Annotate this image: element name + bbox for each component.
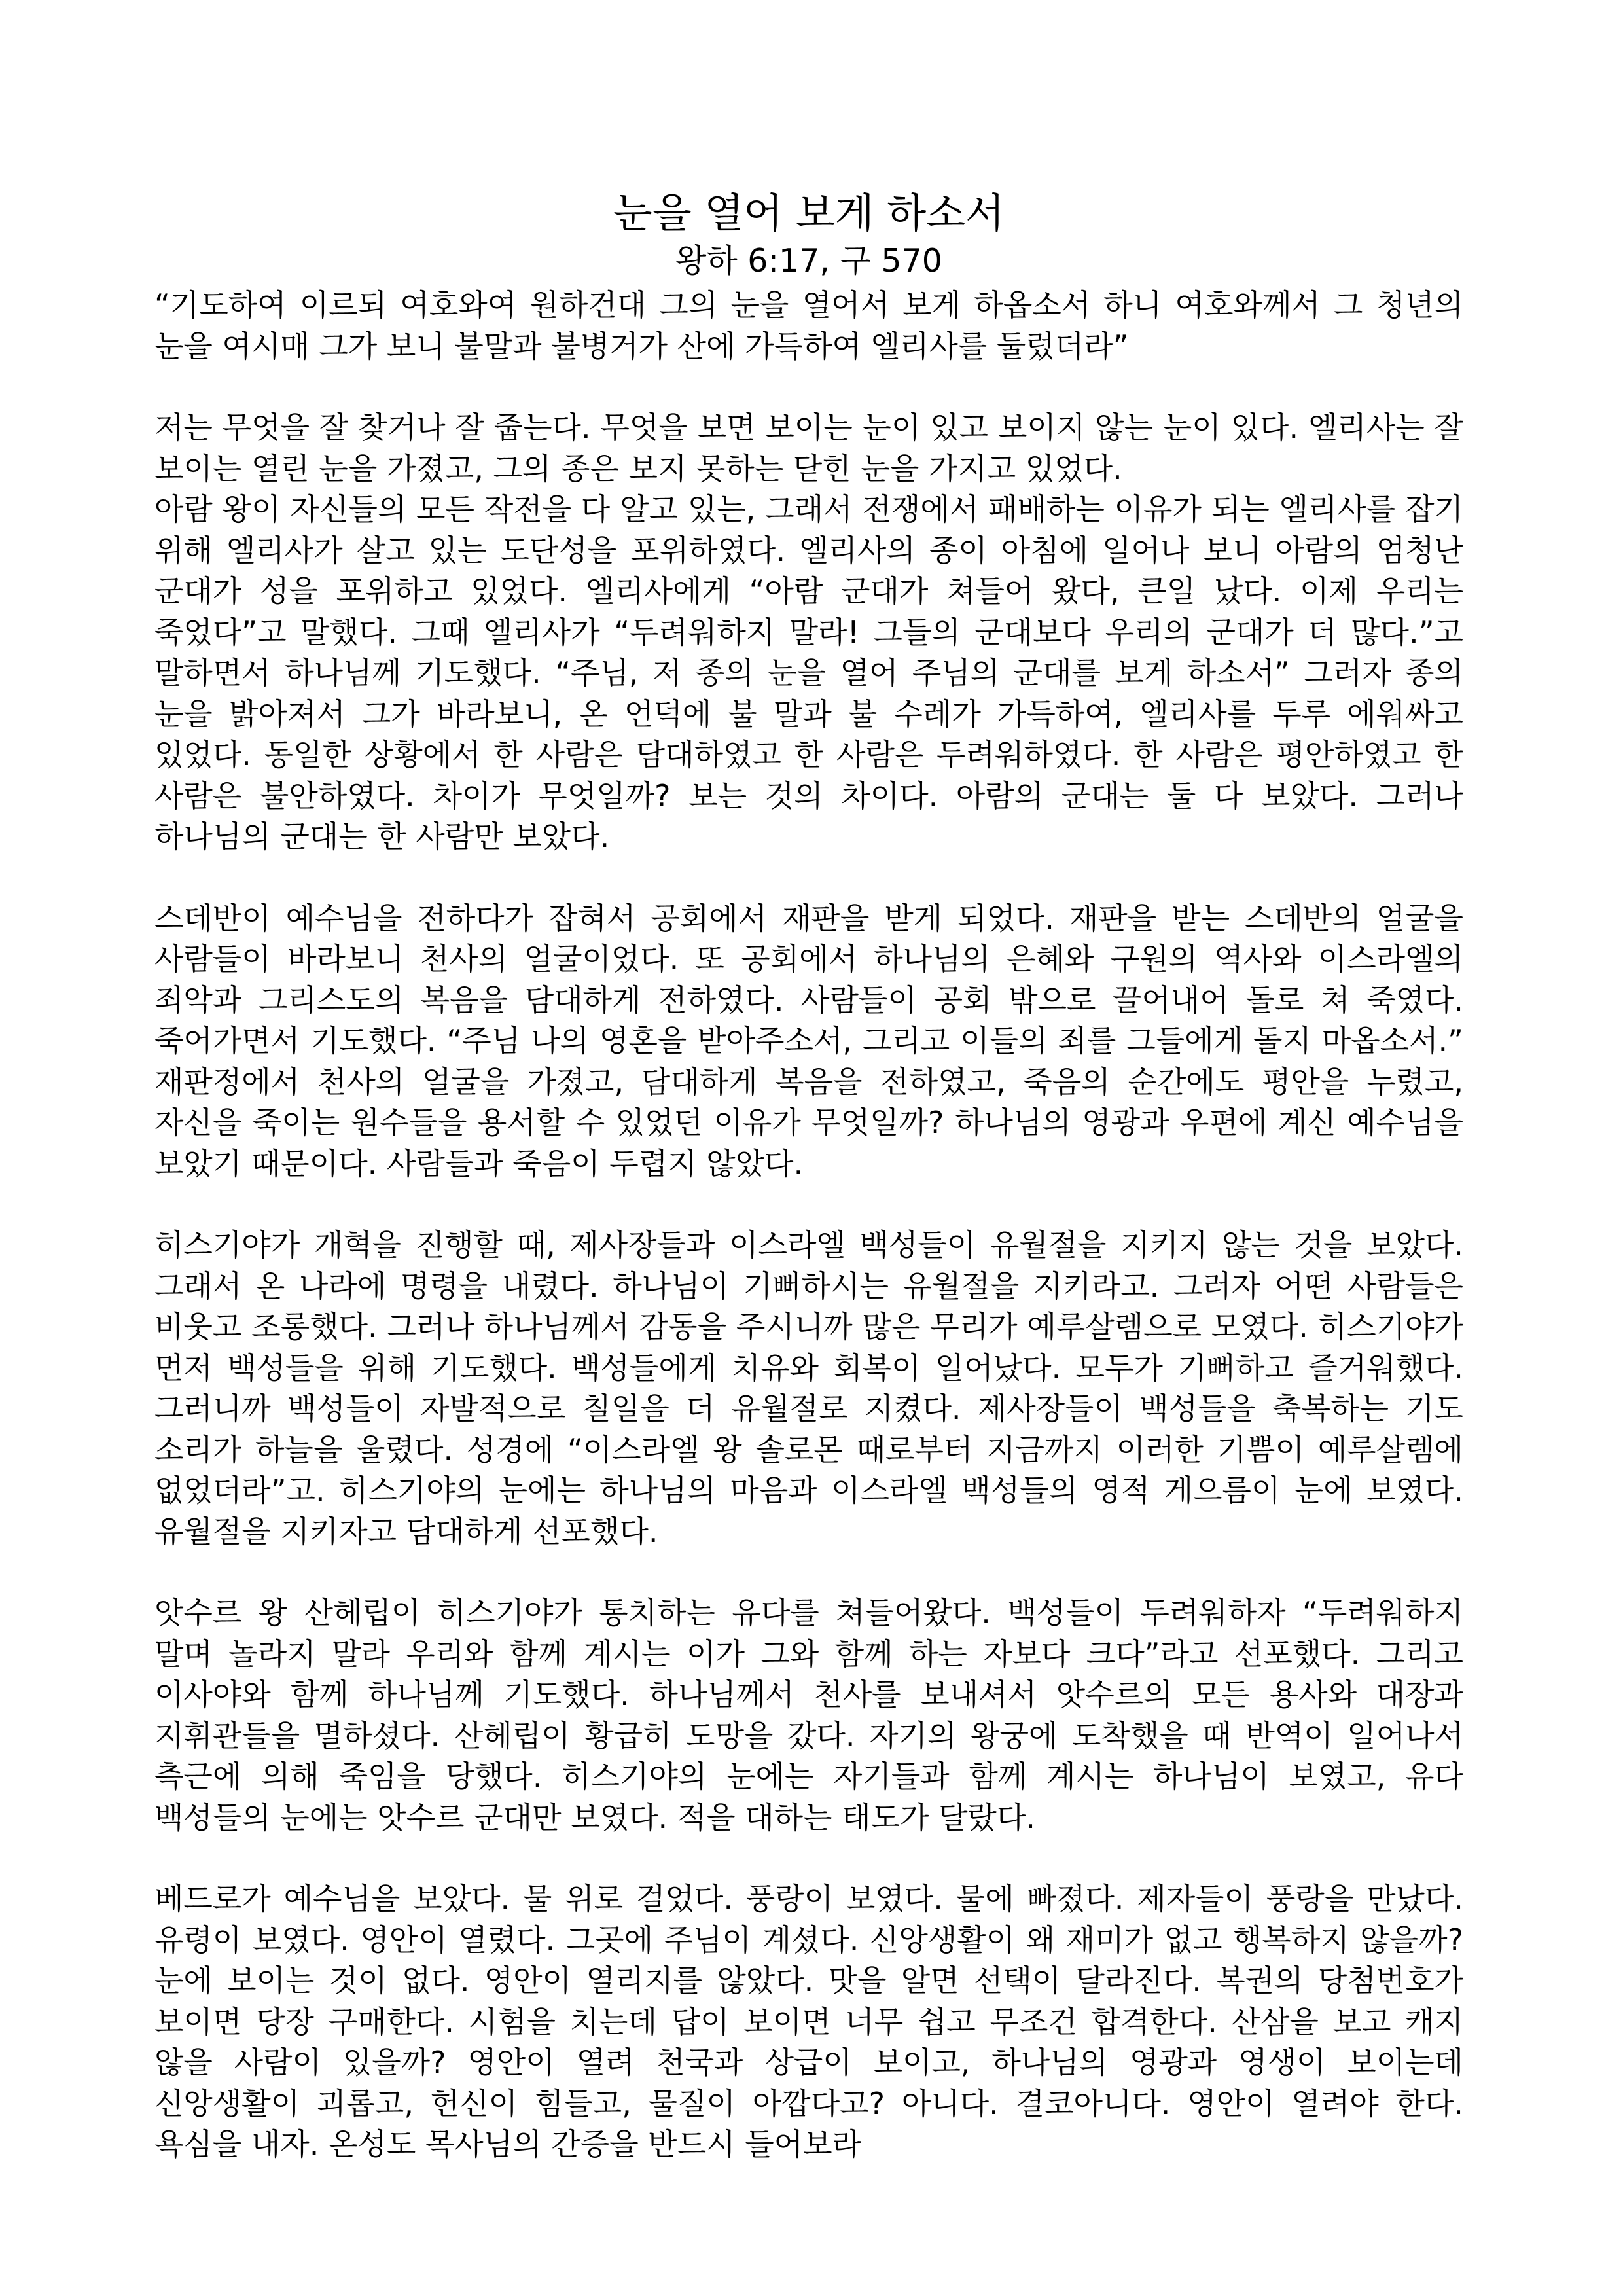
- paragraph-sennacherib: 앗수르 왕 산헤립이 히스기야가 통치하는 유다를 쳐들어왔다. 백성들이 두려워하자 “두려워하지 말며 놀라지 말라 우리와 함께 계시는 이가 그와 함께 하는 자보다 크다”라고 선포했다. 그리고 이사야와 함께 하나님께 기도했다. 하나님께서 천사를 보내셔서 앗수르의 모든 용사와 대장과 지휘관들을 멸하셨다. 산헤립이 황급히 도망을 갔다. 자기의 왕궁에 도착했을 때 반역이 일어나서 측근에 의해 죽임을 당했다. 히스기야의 눈에는 자기들과 함께 계시는 하나님이 보였고, 유다 백성들의 눈에는 앗수르 군대만 보였다. 적을 대하는 태도가 달랐다.: [154, 1595, 1463, 1835]
- paragraph-peter: 베드로가 예수님을 보았다. 물 위로 걸었다. 풍랑이 보였다. 물에 빠졌다. 제자들이 풍랑을 만났다. 유령이 보였다. 영안이 열렸다. 그곳에 주님이 계셨다. 신앙생활이 왜 재미가 없고 행복하지 않을까? 눈에 보이는 것이 없다. 영안이 열리지를 않았다. 맛을 알면 선택이 달라진다. 복권의 당첨번호가 보이면 당장 구매한다. 시험을 치는데 답이 보이면 너무 쉽고 무조건 합격한다. 산삼을 보고 캐지 않을 사람이 있을까? 영안이 열려 천국과 상급이 보이고, 하나님의 영광과 영생이 보이는데 신앙생활이 괴롭고, 헌신이 힘들고, 물질이 아깝다고? 아니다. 결코아니다. 영안이 열려야 한다. 욕심을 내자. 온성도 목사님의 간증을 반드시 들어보라: [154, 1881, 1463, 2162]
- paragraph-gap: [154, 1838, 1463, 1878]
- paragraph-stephen: 스데반이 예수님을 전하다가 잡혀서 공회에서 재판을 받게 되었다. 재판을 받는 스데반의 얼굴을 사람들이 바라보니 천사의 얼굴이었다. 또 공회에서 하나님의 은혜와 구원의 역사와 이스라엘의 죄악과 그리스도의 복음을 담대하게 전하였다. 사람들이 공회 밖으로 끌어내어 돌로 쳐 죽였다. 죽어가면서 기도했다. “주님 나의 영혼을 받아주소서, 그리고 이들의 죄를 그들에게 돌지 마옵소서.” 재판정에서 천사의 얼굴을 가졌고, 담대하게 복음을 전하였고, 죽음의 순간에도 평안을 누렸고, 자신을 죽이는 원수들을 용서할 수 있었던 이유가 무엇일까? 하나님의 영광과 우편에 계신 예수님을 보았기 때문이다. 사람들과 죽음이 두렵지 않았다.: [154, 900, 1463, 1181]
- document-page: [154, 187, 1463, 2165]
- paragraph-gap: [154, 367, 1463, 407]
- paragraph-hezekiah-passover: 히스기야가 개혁을 진행할 때, 제사장들과 이스라엘 백성들이 유월절을 지키지 않는 것을 보았다. 그래서 온 나라에 명령을 내렸다. 하나님이 기뻐하시는 유월절을 지키라고. 그러자 어떤 사람들은 비웃고 조롱했다. 그러나 하나님께서 감동을 주시니까 많은 무리가 예루살렘으로 모였다. 히스기야가 먼저 백성들을 위해 기도했다. 백성들에게 치유와 회복이 일어났다. 모두가 기뻐하고 즐거워했다. 그러니까 백성들이 자발적으로 칠일을 더 유월절로 지켰다. 제사장들이 백성들을 축복하는 기도 소리가 하늘을 울렸다. 성경에 “이스라엘 왕 솔로몬 때로부터 지금까지 이러한 기쁨이 예루살렘에 없었더라”고. 히스기야의 눈에는 하나님의 마음과 이스라엘 백성들의 영적 게으름이 눈에 보였다. 유월절을 지키자고 담대하게 선포했다.: [154, 1227, 1463, 1549]
- paragraph-intro: 저는 무엇을 잘 찾거나 잘 줍는다. 무엇을 보면 보이는 눈이 있고 보이지 않는 눈이 있다. 엘리사는 잘 보이는 열린 눈을 가졌고, 그의 종은 보지 못하는 닫힌 눈을 가지고 있었다.: [154, 410, 1463, 486]
- paragraph-elisha: 아람 왕이 자신들의 모든 작전을 다 알고 있는, 그래서 전쟁에서 패배하는 이유가 되는 엘리사를 잡기 위해 엘리사가 살고 있는 도단성을 포위하였다. 엘리사의 종이 아침에 일어나 보니 아람의 엄청난 군대가 성을 포위하고 있었다. 엘리사에게 “아람 군대가 쳐들어 왔다, 큰일 났다. 이제 우리는 죽었다”고 말했다. 그때 엘리사가 “두려워하지 말라! 그들의 군대보다 우리의 군대가 더 많다.”고 말하면서 하나님께 기도했다. “주님, 저 종의 눈을 열어 주님의 군대를 보게 하소서” 그러자 종의 눈을 밝아져서 그가 바라보니, 온 언덕에 불 말과 불 수레가 가득하여, 엘리사를 두루 에워싸고 있었다. 동일한 상황에서 한 사람은 담대하였고 한 사람은 두려워하였다. 한 사람은 평안하였고 한 사람은 불안하였다. 차이가 무엇일까? 보는 것의 차이다. 아람의 군대는 둘 다 보았다. 그러나 하나님의 군대는 한 사람만 보았다.: [154, 492, 1463, 854]
- document-title: 눈을 열어 보게 하소서: [613, 189, 1005, 237]
- paragraph-gap: [154, 857, 1463, 898]
- paragraph-gap: [154, 1552, 1463, 1592]
- scripture-reference: 왕하 6:17, 구 570: [675, 242, 942, 279]
- scripture-verse: “기도하여 이르되 여호와여 원하건대 그의 눈을 열어서 보게 하옵소서 하니 여호와께서 그 청년의 눈을 여시매 그가 보니 불말과 불병거가 산에 가득하여 엘리사를 둘렀더라”: [154, 287, 1463, 364]
- paragraph-gap: [154, 1184, 1463, 1225]
